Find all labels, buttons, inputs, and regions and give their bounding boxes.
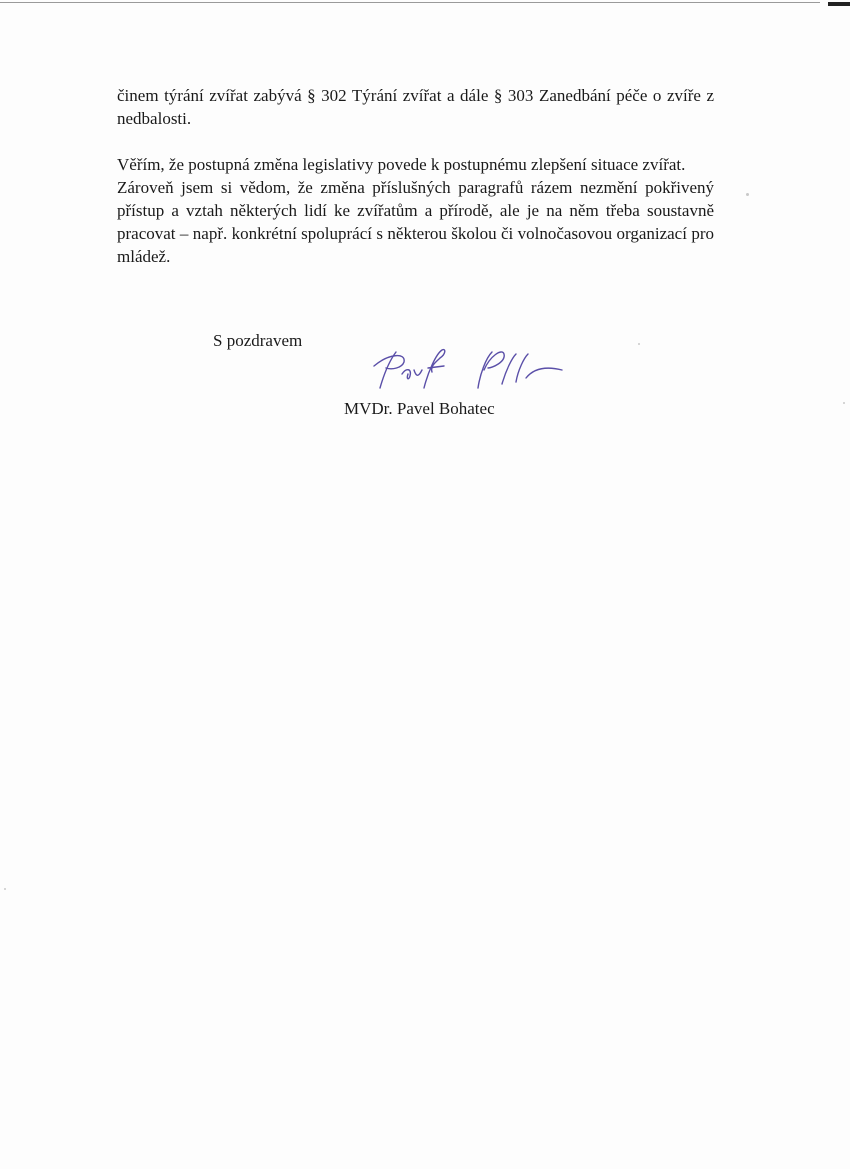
paragraph-animal-cruelty-law: činem týrání zvířat zabývá § 302 Týrání zvířat a dále § 303 Zanedbání péče o zvíře z nedbalosti. (117, 86, 714, 128)
signer-name: MVDr. Pavel Bohatec (344, 399, 495, 418)
scan-speck (843, 402, 845, 404)
handwritten-signature (366, 344, 566, 399)
letter-body (117, 84, 714, 268)
closing-greeting: S pozdravem (213, 331, 303, 350)
scan-speck (746, 193, 749, 196)
scan-speck (638, 343, 640, 345)
paragraph-awareness: Zároveň jsem si vědom, že změna příslušných paragrafů rázem nezmění pokřivený přístup a vztah některých lidí ke zvířatům a přírodě, ale je na něm třeba soustavně pracovat – např. konkrétní spoluprácí s některou školou či volnočasovou organizací pro mládež. (117, 178, 714, 266)
scan-edge-line (0, 2, 820, 3)
scan-corner-mark (828, 2, 850, 6)
scan-speck (4, 888, 6, 890)
paragraph-legislation-belief: Věřím, že postupná změna legislativy povede k postupnému zlepšení situace zvířat. (117, 155, 686, 174)
